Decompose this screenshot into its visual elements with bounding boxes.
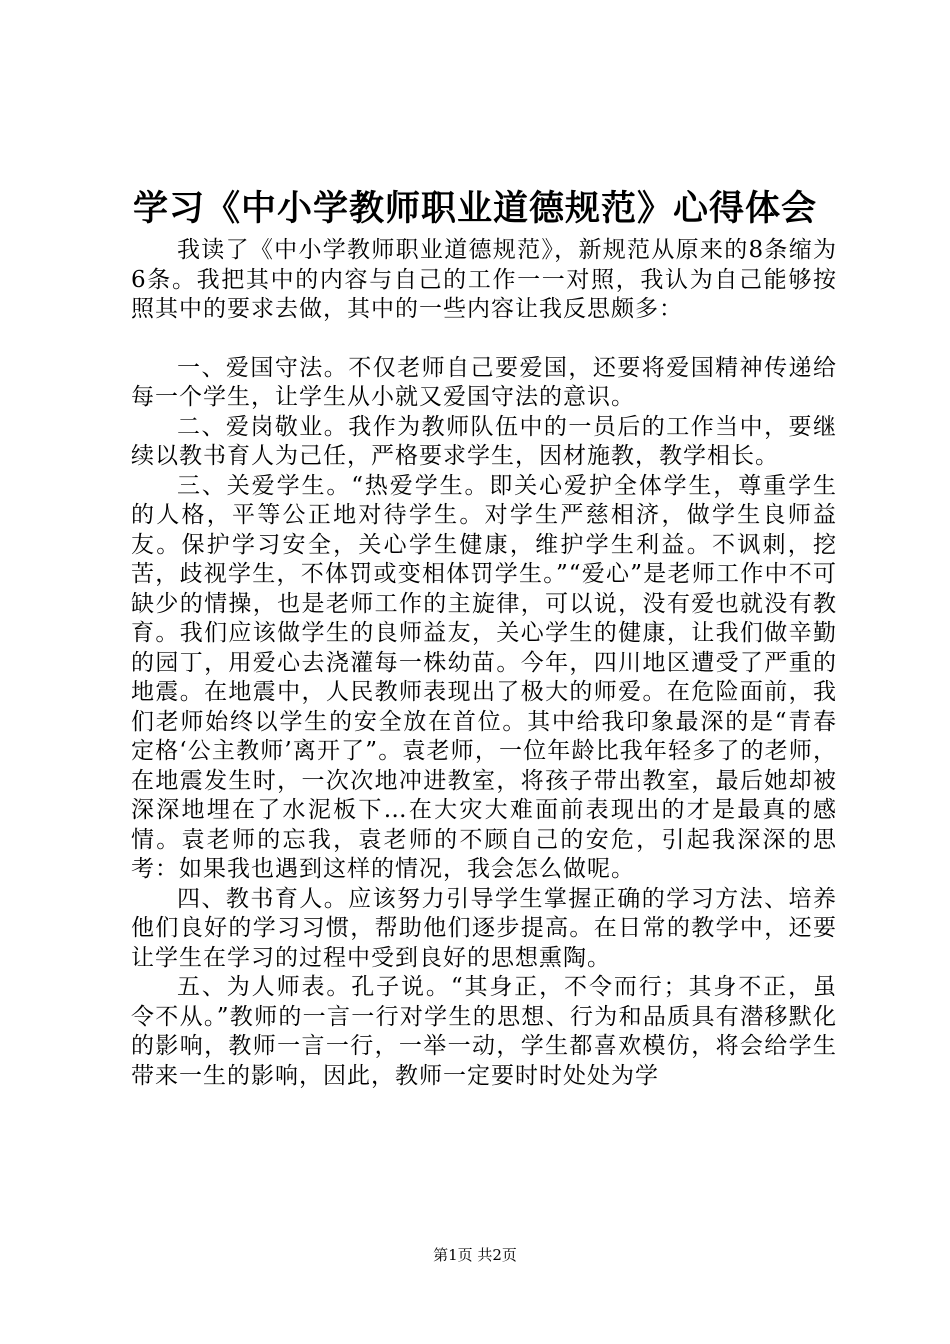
page-footer: 第1页 共2页 <box>433 1246 517 1264</box>
paragraph-intro: 我读了《中小学教师职业道德规范》，新规范从原来的8条缩为6条。我把其中的内容与自己的工作一一对照，我认为自己能够按照其中的要求去做，其中的一些内容让我反思颇多： <box>131 237 837 322</box>
paragraph-2: 二、爱岗敬业。我作为教师队伍中的一员后的工作当中，要继续以教书育人为己任，严格要求学生，因材施教，教学相长。 <box>131 413 837 469</box>
paragraph-1: 一、爱国守法。不仅老师自己要爱国，还要将爱国精神传递给每一个学生，让学生从小就又爱国守法的意识。 <box>131 354 837 410</box>
paragraph-5: 五、为人师表。孔子说。“其身正，不令而行；其身不正，虽令不从。”教师的一言一行对学生的思想、行为和品质具有潜移默化的影响，教师一言一行，一举一动，学生都喜欢模仿，将会给学生带来一生的影响，因此，教师一定要时时处处为学 <box>131 974 837 1089</box>
document-body <box>131 236 837 1091</box>
paragraph-4: 四、教书育人。应该努力引导学生掌握正确的学习方法、培养他们良好的学习习惯，帮助他们逐步提高。在日常的教学中，还要让学生在学习的过程中受到良好的思想熏陶。 <box>131 885 837 971</box>
document-title: 学习《中小学教师职业道德规范》心得体会 <box>132 188 817 229</box>
paragraph-3: 三、关爱学生。“热爱学生。即关心爱护全体学生，尊重学生的人格，平等公正地对待学生。对学生严慈相济，做学生良师益友。保护学习安全，关心学生健康，维护学生利益。不讽刺，挖苦，歧视学生，不体罚或变相体罚学生。”“爱心”是老师工作中不可缺少的情操，也是老师工作的主旋律，可以说，没有爱也就没有教育。我们应该做学生的良师益友，关心学生的健康，让我们做辛勤的园丁，用爱心去浇灌每一株幼苗。今年，四川地区遭受了严重的地震。在地震中，人民教师表现出了极大的师爱。在危险面前，我们老师始终以学生的安全放在首位。其中给我印象最深的是“青春定格‘公主教师’离开了”。袁老师，一位年龄比我年轻多了的老师，在地震发生时，一次次地冲进教室，将孩子带出教室，最后她却被深深地埋在了水泥板下…在大灾大难面前表现出的才是最真的感情。袁老师的忘我，袁老师的不顾自己的安危，引起我深深的思考：如果我也遇到这样的情况，我会怎么做呢。 <box>131 472 837 882</box>
